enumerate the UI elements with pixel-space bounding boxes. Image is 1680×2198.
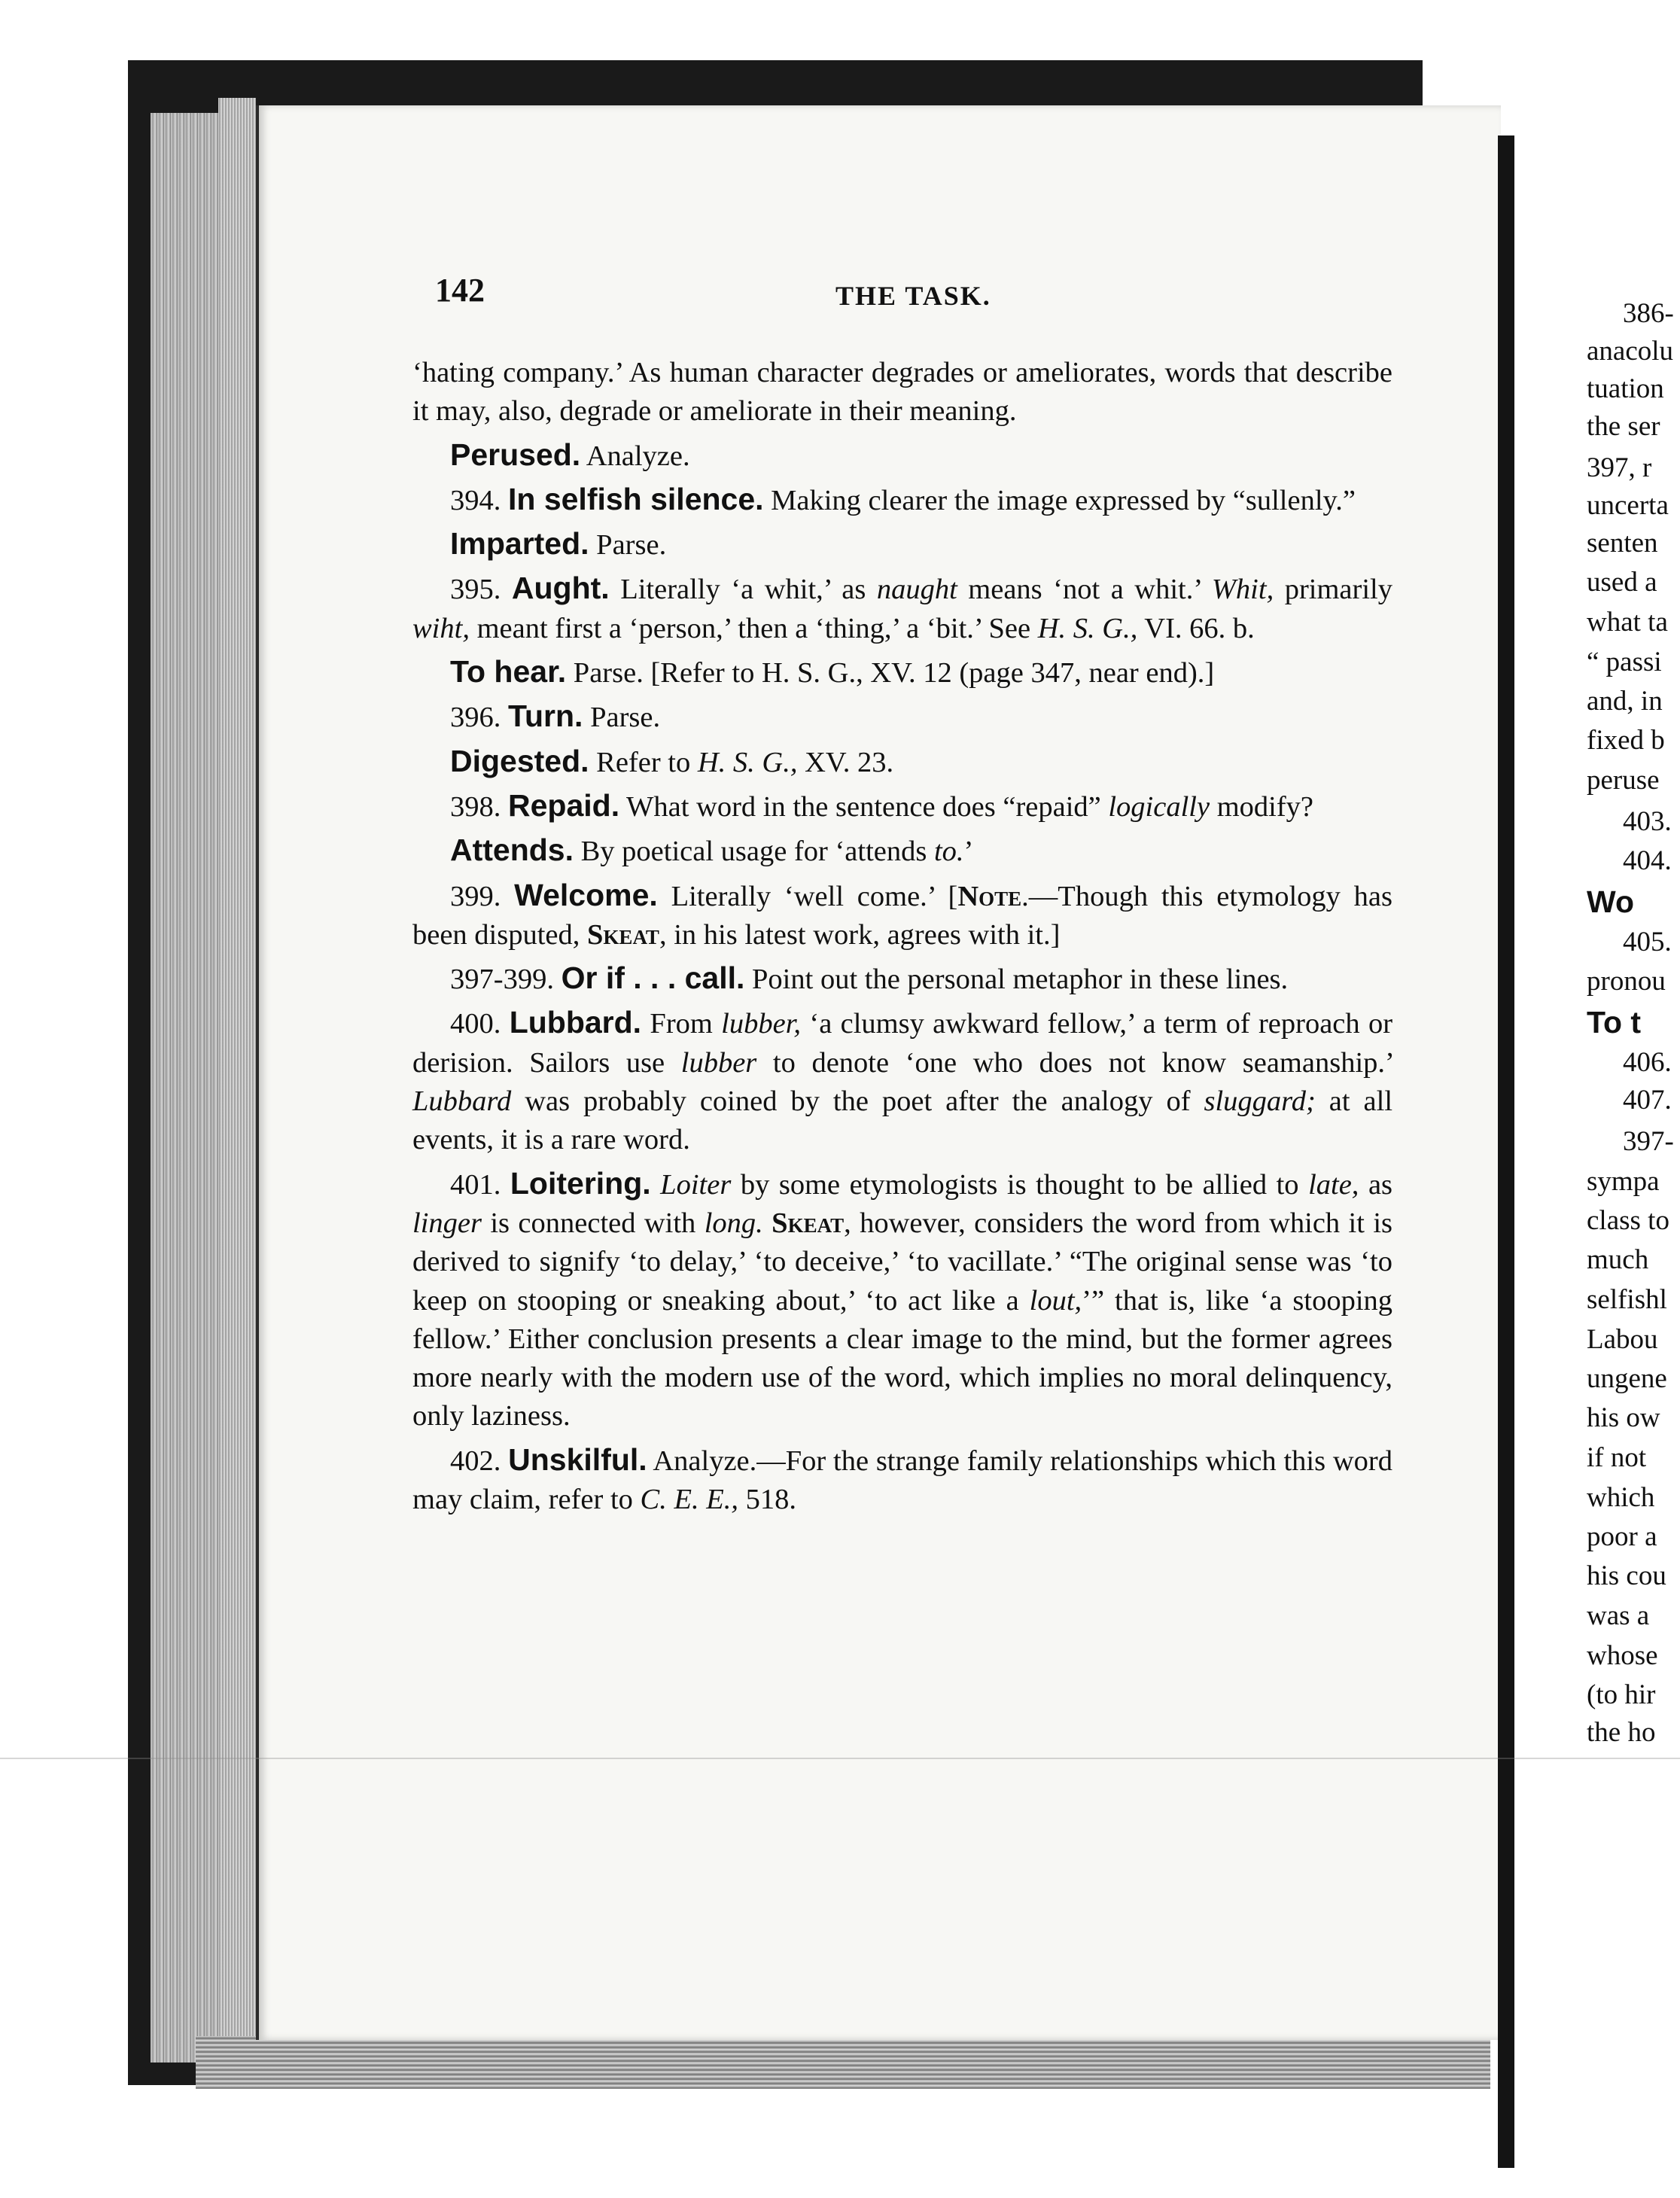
page-number: 142 xyxy=(435,272,485,309)
facing-page-line: “ passi xyxy=(1587,647,1662,677)
facing-page-line: and, in xyxy=(1587,686,1663,717)
facing-page-line: Wo xyxy=(1587,884,1635,919)
keyword: To hear. xyxy=(450,654,567,690)
facing-page-line: 405. xyxy=(1623,927,1672,957)
facing-page-line: uncerta xyxy=(1587,490,1669,521)
facing-page-line: poor a xyxy=(1587,1521,1657,1552)
keyword: Digested. xyxy=(450,743,589,778)
keyword: Lubbard. xyxy=(509,1005,642,1040)
facing-page-line: ungene xyxy=(1587,1363,1667,1394)
keyword: Imparted. xyxy=(450,526,589,562)
facing-page-line: used a xyxy=(1587,567,1657,598)
book-gutter xyxy=(1498,135,1514,2168)
facing-page-line: tuation xyxy=(1587,373,1664,404)
facing-page-line: anacolu xyxy=(1587,336,1674,367)
facing-page-line: senten xyxy=(1587,528,1658,559)
facing-page-line: sympa xyxy=(1587,1166,1660,1197)
note-398: 398. Repaid. What word in the sentence does “repaid” logically modify? xyxy=(450,787,1314,823)
note-attends: Attends. By poetical usage for ‘attends to.’ xyxy=(450,833,974,868)
facing-page-line: much xyxy=(1587,1244,1649,1275)
keyword: In selfish silence. xyxy=(508,481,764,516)
keyword: Repaid. xyxy=(508,787,620,823)
facing-page-line: his cou xyxy=(1587,1560,1666,1591)
facing-page-line: 406. xyxy=(1623,1047,1672,1078)
note-397-399: 397-399. Or if . . . call. Point out the personal metaphor in these lines. xyxy=(450,960,1289,996)
page-edges-bottom xyxy=(196,2036,1490,2089)
facing-page-line: 397, r xyxy=(1587,452,1652,483)
facing-page-line: selfishl xyxy=(1587,1284,1667,1315)
scan-artifact-line xyxy=(0,1758,1680,1759)
facing-page-line: if not xyxy=(1587,1442,1647,1473)
paragraph: ‘hating company.’ As human character degrades or ameliorates, words that describe it may, also, degrade or ameliorate in their meaning. xyxy=(412,357,1392,428)
note-395: 395. Aught. Literally ‘a whit,’ as naught means ‘not a whit.’ Whit, primarily wiht, meant first a ‘person,’ then a ‘thing,’ a ‘bit.’ See H. S. G., VI. 66. b. xyxy=(412,571,1392,644)
note-to-hear: To hear. Parse. [Refer to H. S. G., XV. 12 (page 347, near end).] xyxy=(450,654,1215,690)
facing-page-line: which xyxy=(1587,1482,1655,1513)
note-digested: Digested. Refer to H. S. G., XV. 23. xyxy=(450,743,894,778)
page-edges-inner xyxy=(218,98,256,2070)
keyword: Loitering. xyxy=(510,1165,651,1201)
facing-page-line: 404. xyxy=(1623,845,1672,876)
keyword: Perused. xyxy=(450,437,581,472)
facing-page-line: whose xyxy=(1587,1640,1658,1671)
facing-page-line: the ho xyxy=(1587,1717,1656,1748)
note-imparted: Imparted. Parse. xyxy=(450,526,667,562)
facing-page-line: 397- xyxy=(1623,1126,1674,1157)
facing-page-line: was a xyxy=(1587,1600,1650,1631)
facing-page-line: 407. xyxy=(1623,1085,1672,1116)
facing-page-line: peruse xyxy=(1587,765,1660,796)
facing-page-line: what ta xyxy=(1587,607,1668,638)
facing-page-line: Labou xyxy=(1587,1324,1658,1355)
keyword: Or if . . . call. xyxy=(561,960,745,996)
note-399: 399. Welcome. Literally ‘well come.’ [Note.—Though this etymology has been disputed, Skeat, in his latest work, agrees with it.] xyxy=(412,877,1392,951)
facing-page-line: (to hir xyxy=(1587,1679,1656,1710)
note-400: 400. Lubbard. From lubber, ‘a clumsy awkward fellow,’ a term of reproach or derision. Sailors use lubber to denote ‘one who does not know seamanship.’ Lubbard was probably coined by the poet after the analogy of sluggard; at all events, it is a rare word. xyxy=(412,1005,1393,1156)
note-402: 402. Unskilful. Analyze.—For the strange family relationships which this word may claim, refer to C. E. E., 518. xyxy=(412,1441,1392,1516)
facing-page-line: 386- xyxy=(1623,298,1674,329)
note-394: 394. In selfish silence. Making clearer the image expressed by “sullenly.” xyxy=(450,481,1356,516)
facing-page-line: To t xyxy=(1587,1005,1642,1040)
facing-page-line: pronou xyxy=(1587,966,1666,997)
keyword: Aught. xyxy=(511,571,610,606)
keyword: Attends. xyxy=(450,833,574,868)
facing-page-line: fixed b xyxy=(1587,725,1665,756)
note-401: 401. Loitering. Loiter by some etymologists is thought to be allied to late, as linger is connected with long. Skeat, however, considers the word from which it is derived to signify ‘to delay,’ ‘to deceive,’ ‘to vacillate.’ “The original sense was ‘to keep on stooping or sneaking about,’ ‘to act like a lout,’” that is, like ‘a stooping fellow.’ Either conclusion presents a clear image to the mind, but the former agrees more nearly with the modern use of the word, which implies no moral delinquency, only laziness. xyxy=(412,1165,1393,1432)
keyword: Unskilful. xyxy=(508,1441,647,1477)
keyword: Welcome. xyxy=(514,877,658,912)
note-396: 396. Turn. Parse. xyxy=(450,699,661,734)
running-head: THE TASK. xyxy=(835,281,991,311)
facing-page-line: his ow xyxy=(1587,1402,1660,1433)
keyword: Turn. xyxy=(508,699,583,734)
page-body xyxy=(412,354,1392,1524)
facing-page-line: class to xyxy=(1587,1205,1669,1236)
facing-page-line: 403. xyxy=(1623,806,1672,837)
facing-page-line: the ser xyxy=(1587,411,1660,442)
note-perused: Perused. Analyze. xyxy=(450,437,690,472)
facing-page-text xyxy=(1514,113,1680,2198)
